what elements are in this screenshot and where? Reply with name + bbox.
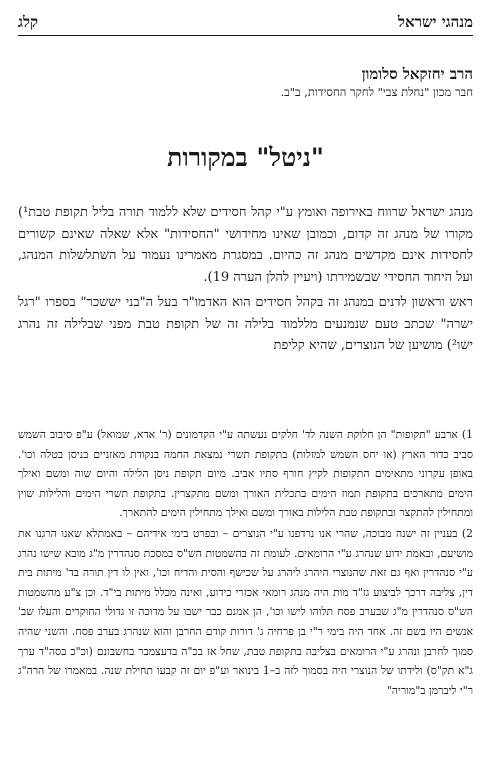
footnotes — [18, 425, 473, 700]
body-paragraph: ראש וראשון לדנים במנהג זה בקהל חסידים הוא האדמו"ר בעל ה"בני יששכר" בספרו "רגל ישרה" שכתב טעם שנמנעים מללמוד בלילה זה של תקופת טבת מפני שבלילה זה נהרג ישו²) מושיען של הנוצרים, שהיא קליפת — [18, 295, 473, 353]
article-title: "ניטל" במקורות — [167, 143, 324, 172]
body-paragraph: מנהג ישראל שרווח באירופה ואומץ ע"י קהל חסידים שלא ללמוד תורה בליל תקופת טבת¹) מקורו של מנהג זה קדום, וכמובן שאינו מחידושי "החסידות" אלא שאלה שאינם קשורים לחסידות אינם מקדשים מנהג זה כהיום. במסגרת מאמרינו נעמוד על השתלשלות המנהג, ועל היחוד החסידי שבשמירתו (ויעיין להלן הערה 19). — [18, 205, 473, 285]
footnote: 1) ארבע "תקופות" הן חלוקת השנה לד' חלקים נעשתה ע"י הקדמונים (ר' אדא, שמואל) ע"פ סיבוב השמש סביב כדור הארץ (או יחס השמש למזלות) בתקופת תשרי נמצאת החמה בנקודת מאזניים בניסן בטלה וכו'. באופן עקרוני מתאימים התקופות לקיץ חורף סתיו אביב. מיום תקופת ניסן הלילה והיום שוה ומשם ואילך הימים מתארכים בתקופת תמוז הימים בתכלית האורך ומשם מתקצרין. בתקופת תשרי הימים והלילות שוין ומתחילין להתקצר ובתקופת טבת הלילות באורך ומשם ואילך מתחילין הימים להתארך. — [18, 428, 473, 520]
running-header — [18, 6, 473, 36]
author-block — [18, 64, 473, 101]
article-body — [18, 202, 473, 357]
page-number: קלג — [18, 13, 38, 31]
author-name: הרב יחזקאל סלומון — [361, 65, 473, 83]
running-title: מנהגי ישראל — [397, 13, 473, 31]
footnote: 2) בעניין זה ישנה מבוכה, שהרי אנו נרדפנו ע"י הנוצרים – ובפרט בימי אידיהם – באמתלא שאנו הרגנו את מושיעם, ובאמת ידוע שנהרג ע"י הרומאים. לעומת זה בהשמטות הש"ס במסכת סנהדרין מ"ג מובא שישו נהרג ע"י סנהדרין ואף גם זאת שהנוצרי היהרג ליהרג על שכישף והסית והדיח וכו', ואין לו דין תורה בד' מיתות בית דין, צליבה דרכך לביצוע גז"ד מות היה מנהג רומאי אכזרי כידוע, ואינה מכלל מיתות בי"ד. וכן צ"ע מהשמטות הש"ס סנהדרין מ"ג שבערב פסח תלוהו לישו וכו', הן אמנם כבר ישבו על מדוכה זו גדולי החוקרים והעלו שב' אנשים היו בשם זה. אחד היה בימי ר"י בן פרחיה ג' דורות קודם החרבן והוא שנהרג בערב פסח. והשני שהיה סמוך לחרבן ונהרג ע"י הרומאים בצליבה בתקופת טבת, שחל אז בכ"ה בדעצמבר בחשבונם (וכ"כ בסה"ד ערך ג"א תק"ס) ולידתו של הנוצרי היה בסמוך לזה ב–1 בינואר וע"פ יום זה קבעו תחילת שנה. במאמרו של הרה"ג ר"י ליברמן ב"מוריה" — [18, 526, 473, 697]
author-affiliation: חבר מכון "נחלת צבי" לחקר החסידות, ב"ב. — [280, 85, 473, 99]
